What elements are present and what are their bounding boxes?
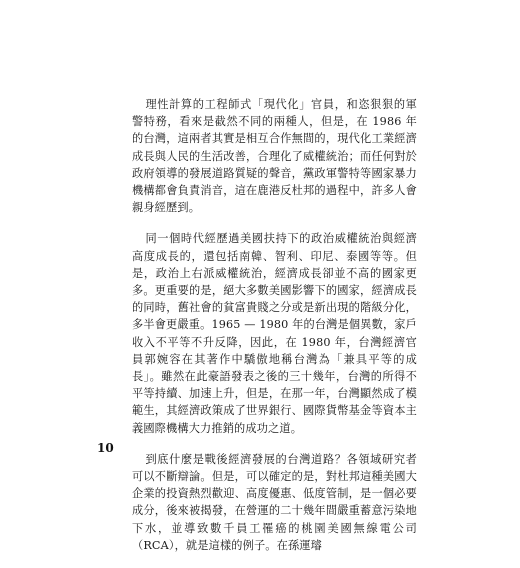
paragraph-2: 同一個時代經歷過美國扶持下的政治威權統治與經濟高度成長的，還包括南韓、智利、印尼、泰國等等。但是，政治上右派威權統治，經濟成長卻並不高的國家更多。更重要的是，絕大多數美國影響下的國家，經濟成長的同時，舊社會的貧富貴賤之分或是新出現的階級分化，多半會更嚴重。1965 — 1980 年的台灣是個異數，家戶收入不平等不升反降，因此，在 1980 年，台灣經濟官員郭婉容在其著作中驕傲地稱台灣為「兼具平等的成長」。雖然在此豪語發表之後的三十幾年，台灣的所得不平等持續、加速上升，但是，在那一年，台灣顯然成了模範生，其經濟政策成了世界銀行、國際貨幣基金等資本主義國際機構大力推銷的成功之道。 bbox=[132, 232, 417, 435]
body-text bbox=[132, 96, 417, 568]
page-number: 10 bbox=[97, 441, 114, 455]
paragraph-1: 理性計算的工程師式「現代化」官員，和恣狠狠的軍警特務，看來是截然不同的兩種人，但是，在 1986 年的台灣，這兩者其實是相互合作無間的，現代化工業經濟成長與人民的生活改善，合理化了威權統治；而任何對於政府領導的發展道路質疑的聲音，黨政軍警特等國家暴力機構都會負責消音，這在鹿港反杜邦的過程中，許多人會親身經歷到。 bbox=[132, 98, 417, 215]
paragraph-3: 到底什麼是戰後經濟發展的台灣道路？各領域研究者可以不斷辯論。但是，可以確定的是，對杜邦這種美國大企業的投資熱烈歡迎、高度優惠、低度管制，是一個必要成分，後來被揭發，在營運的二十幾年間嚴重蓄意污染地下水，並導致數千員工罹癌的桃園美國無線電公司（RCA），就是這樣的例子。在孫運璿 bbox=[132, 452, 417, 552]
